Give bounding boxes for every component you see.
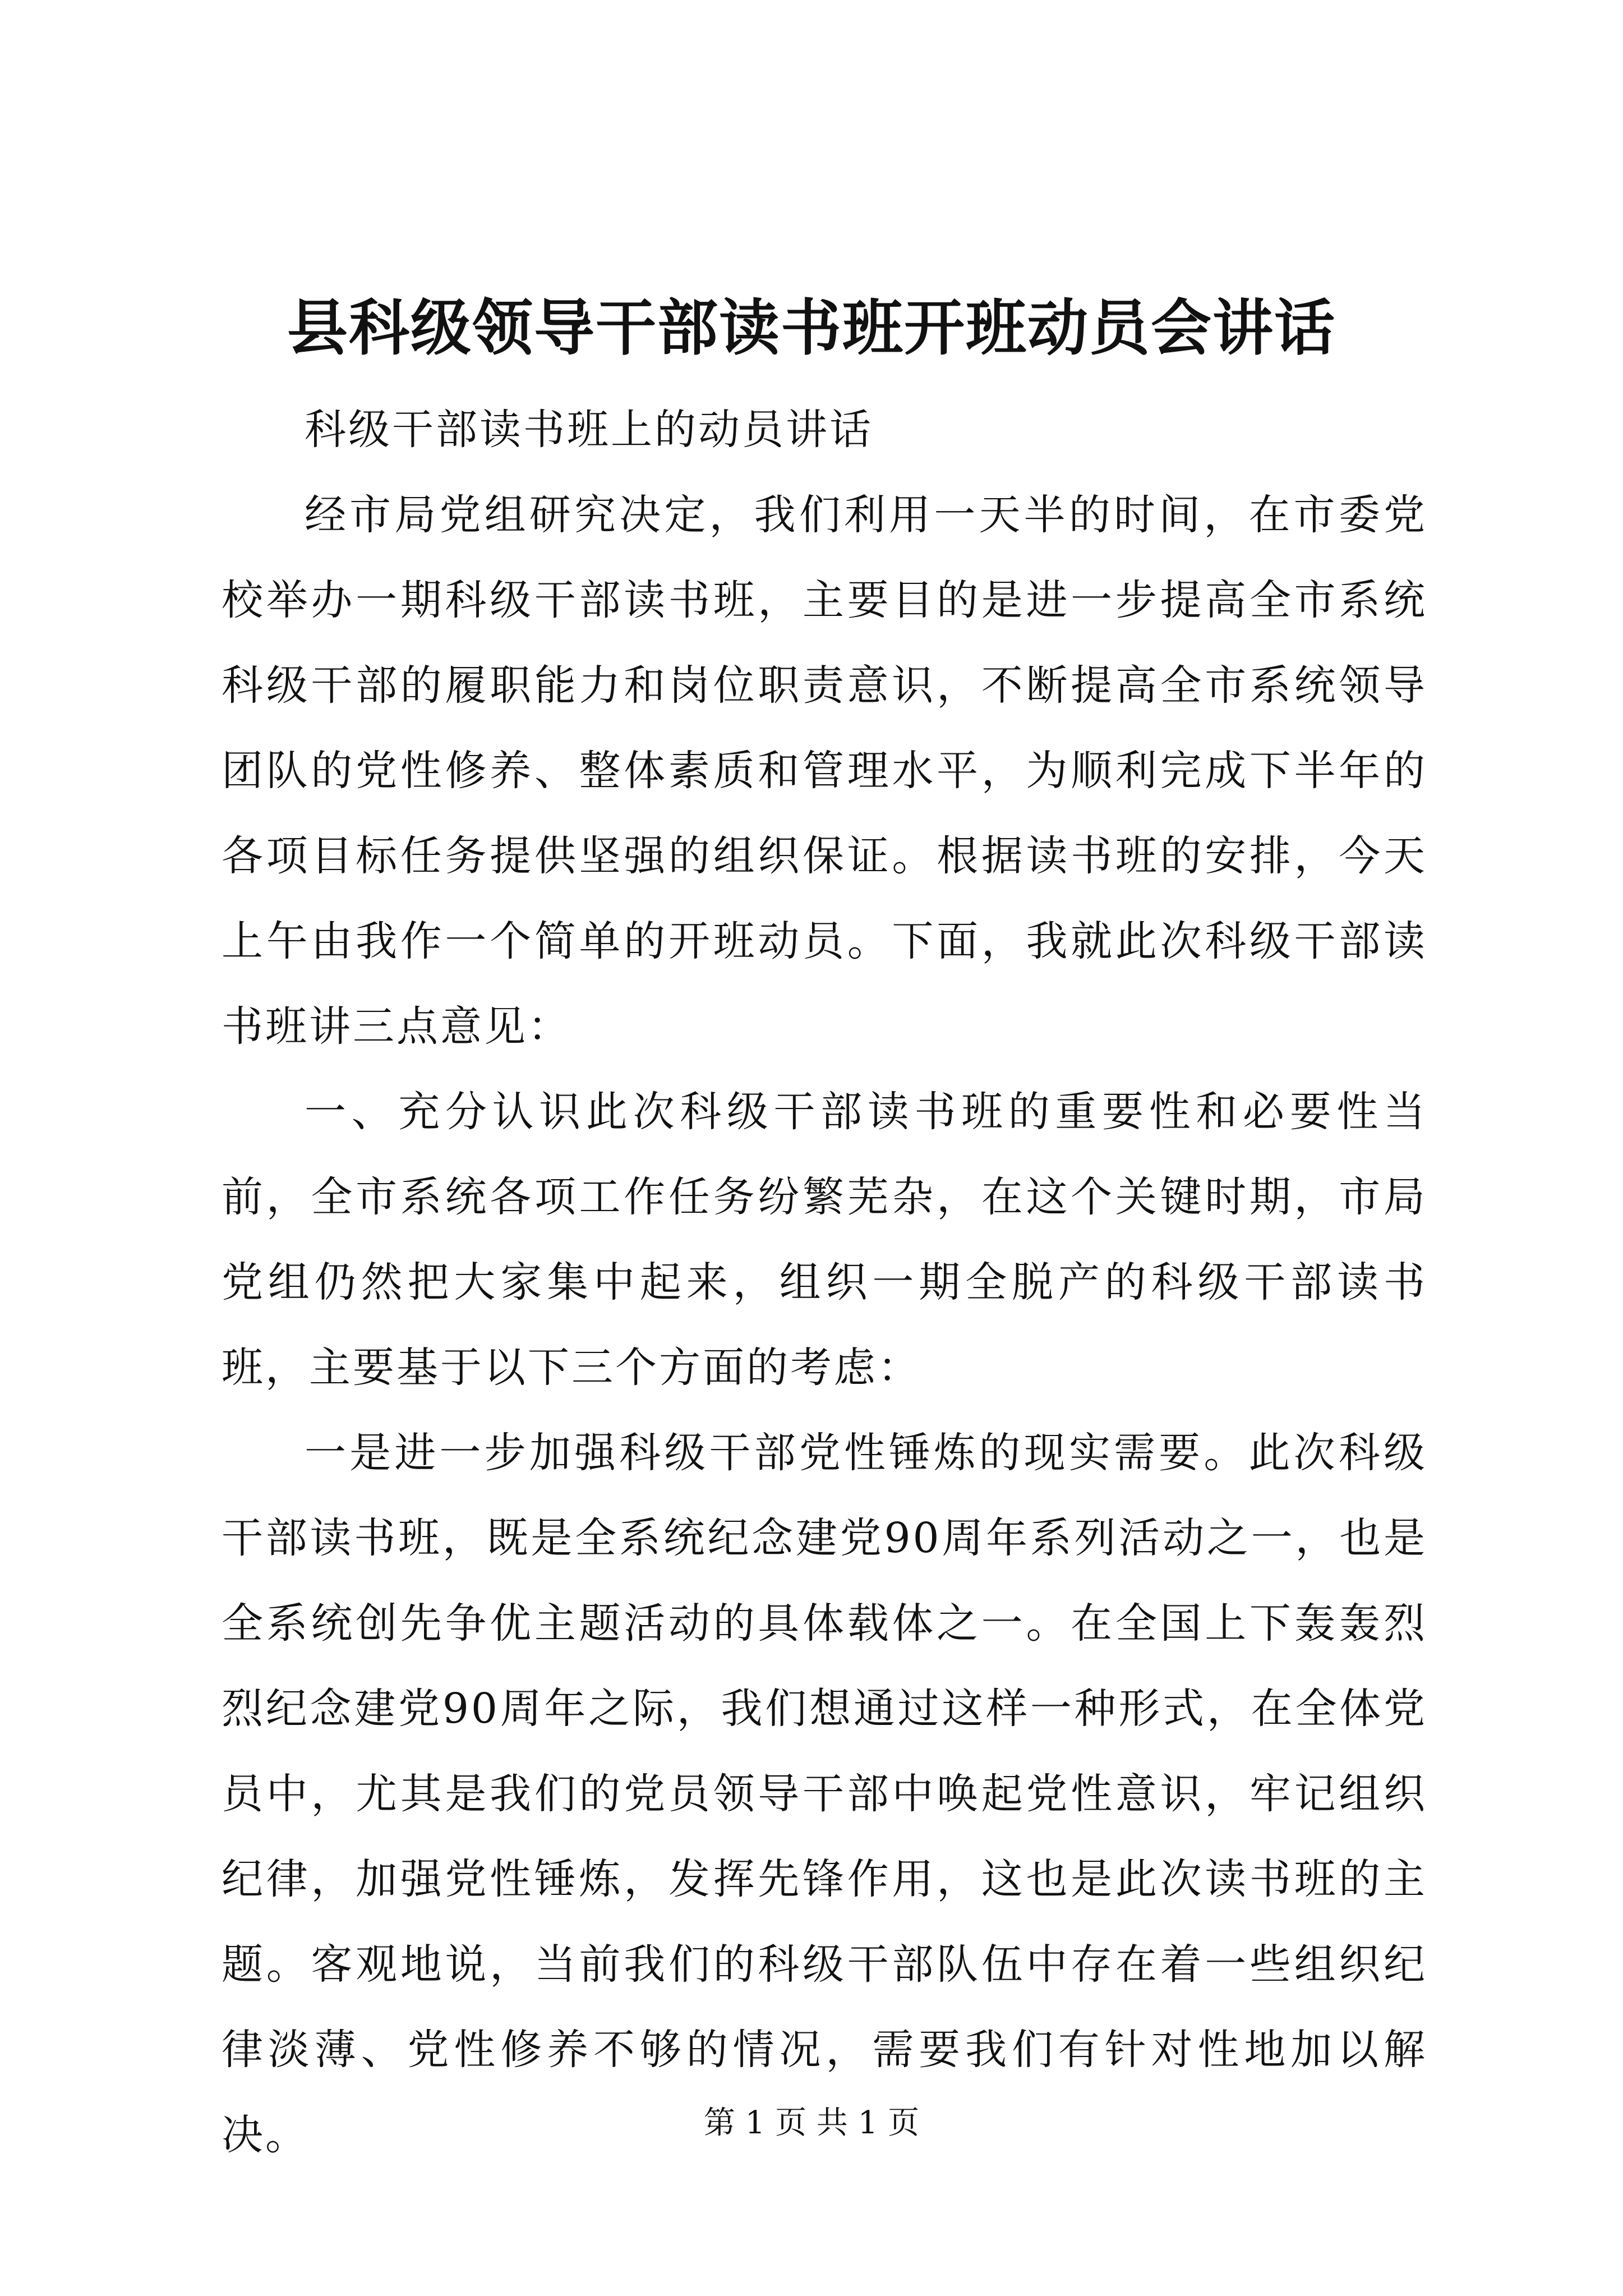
page-number-footer: 第 1 页 共 1 页 [703, 2105, 920, 2141]
document-title: 县科级领导干部读书班开班动员会讲话 [287, 293, 1336, 364]
body-paragraph: 一、充分认识此次科级干部读书班的重要性和必要性当前，全市系统各项工作任务纷繁芜杂，在这个关键时期，市局党组仍然把大家集中起来，组织一期全脱产的科级干部读书班，主要基于以下三个方面的考虑： [222, 1088, 1427, 1392]
document-body [222, 387, 1427, 2178]
body-paragraph: 经市局党组研究决定，我们利用一天半的时间，在市委党校举办一期科级干部读书班，主要目的是进一步提高全市系统科级干部的履职能力和岗位职责意识，不断提高全市系统领导团队的党性修养、整体素质和管理水平，为顺利完成下半年的各项目标任务提供坚强的组织保证。根据读书班的安排，今天上午由我作一个简单的开班动员。下面，我就此次科级干部读书班讲三点意见： [222, 491, 1427, 1051]
subtitle-paragraph: 科级干部读书班上的动员讲话 [305, 406, 873, 454]
body-paragraph: 一是进一步加强科级干部党性锤炼的现实需要。此次科级干部读书班，既是全系统纪念建党90周年系列活动之一，也是全系统创先争优主题活动的具体载体之一。在全国上下轰轰烈烈纪念建党90周年之际，我们想通过这样一种形式，在全体党员中，尤其是我们的党员领导干部中唤起党性意识，牢记组织纪律，加强党性锤炼，发挥先锋作用，这也是此次读书班的主题。客观地说，当前我们的科级干部队伍中存在着一些组织纪律淡薄、党性修养不够的情况，需要我们有针对性地加以解决。 [222, 1429, 1427, 2159]
